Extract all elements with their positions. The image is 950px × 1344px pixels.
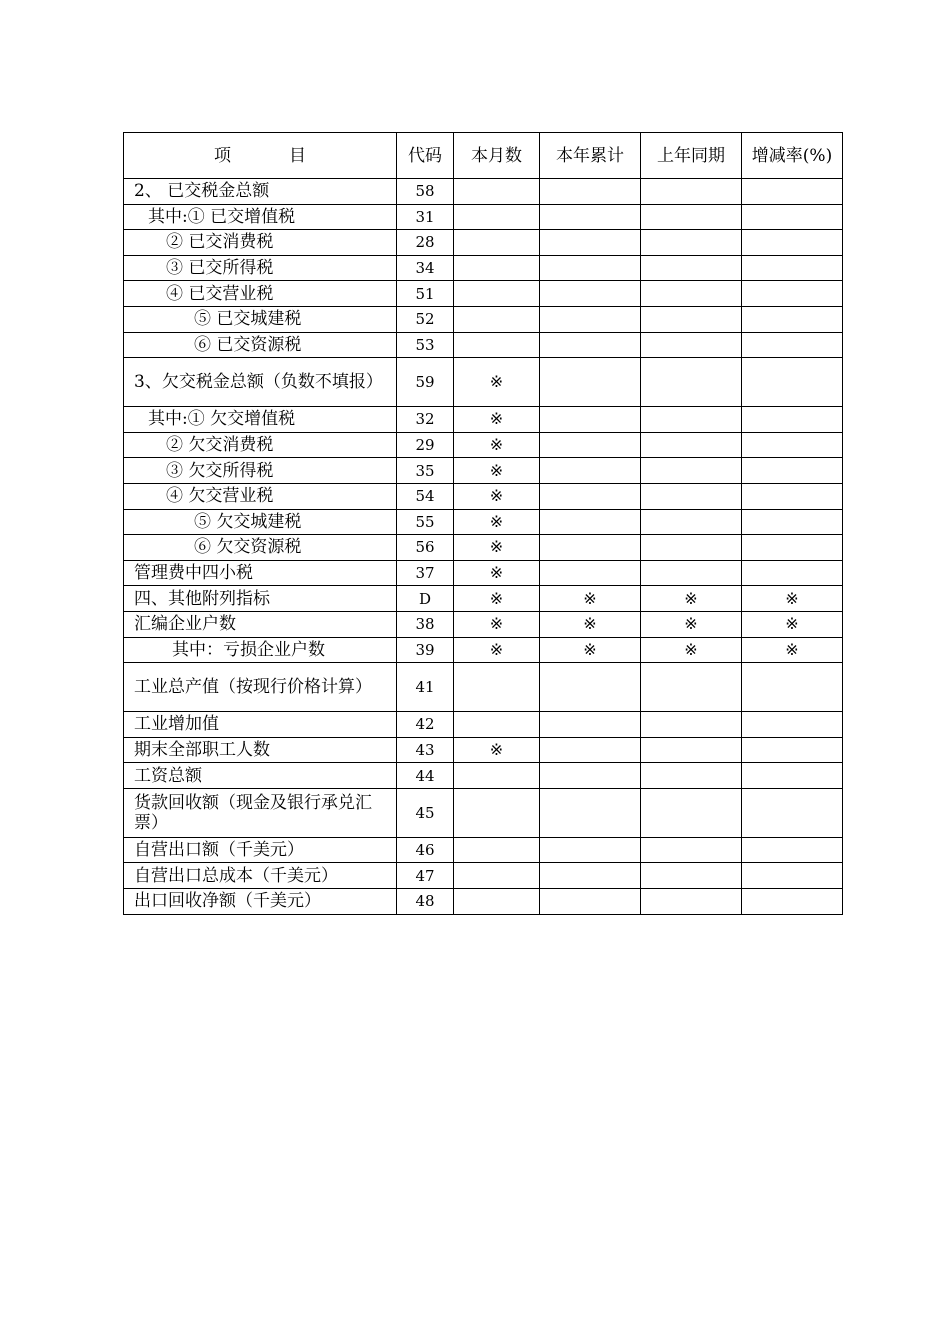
cell-change-rate[interactable]: ※ xyxy=(742,637,843,663)
cell-this-month[interactable] xyxy=(454,863,540,889)
cell-ytd[interactable]: ※ xyxy=(540,637,641,663)
cell-last-year[interactable] xyxy=(641,204,742,230)
cell-change-rate[interactable] xyxy=(742,204,843,230)
cell-last-year[interactable] xyxy=(641,863,742,889)
row-item-label: ⑤ 欠交城建税 xyxy=(124,509,397,535)
cell-ytd[interactable] xyxy=(540,788,641,837)
cell-this-month[interactable]: ※ xyxy=(454,407,540,433)
row-item-label: 工业总产值（按现行价格计算） xyxy=(124,663,397,712)
cell-this-month[interactable]: ※ xyxy=(454,458,540,484)
cell-this-month[interactable]: ※ xyxy=(454,509,540,535)
row-item-label: ⑥ 已交资源税 xyxy=(124,332,397,358)
table-row xyxy=(124,663,843,712)
cell-this-month[interactable] xyxy=(454,889,540,915)
cell-ytd[interactable] xyxy=(540,255,641,281)
row-item-label: 其中:① 已交增值税 xyxy=(124,204,397,230)
table-row xyxy=(124,432,843,458)
cell-ytd[interactable] xyxy=(540,230,641,256)
row-item-label: ③ 欠交所得税 xyxy=(124,458,397,484)
cell-last-year[interactable] xyxy=(641,407,742,433)
row-item-label: ② 已交消费税 xyxy=(124,230,397,256)
cell-last-year[interactable] xyxy=(641,663,742,712)
row-item-label: ④ 已交营业税 xyxy=(124,281,397,307)
table-row xyxy=(124,637,843,663)
row-item-label: 四、其他附列指标 xyxy=(124,586,397,612)
cell-change-rate[interactable] xyxy=(742,889,843,915)
row-code: 31 xyxy=(397,204,454,230)
table-row xyxy=(124,863,843,889)
cell-this-month[interactable]: ※ xyxy=(454,483,540,509)
cell-last-year[interactable] xyxy=(641,763,742,789)
table-row xyxy=(124,407,843,433)
cell-change-rate[interactable] xyxy=(742,332,843,358)
cell-ytd[interactable] xyxy=(540,407,641,433)
row-code: 39 xyxy=(397,637,454,663)
cell-change-rate[interactable]: ※ xyxy=(742,586,843,612)
cell-ytd[interactable]: ※ xyxy=(540,611,641,637)
cell-ytd[interactable] xyxy=(540,863,641,889)
cell-ytd[interactable] xyxy=(540,509,641,535)
row-item-label: 工资总额 xyxy=(124,763,397,789)
cell-this-month[interactable]: ※ xyxy=(454,637,540,663)
cell-ytd[interactable] xyxy=(540,837,641,863)
cell-this-month[interactable] xyxy=(454,763,540,789)
cell-change-rate[interactable] xyxy=(742,179,843,205)
row-code: 51 xyxy=(397,281,454,307)
cell-change-rate[interactable] xyxy=(742,483,843,509)
row-code: 55 xyxy=(397,509,454,535)
cell-last-year[interactable] xyxy=(641,230,742,256)
cell-this-month[interactable] xyxy=(454,204,540,230)
cell-this-month[interactable]: ※ xyxy=(454,432,540,458)
row-item-label: 汇编企业户数 xyxy=(124,611,397,637)
table-row xyxy=(124,837,843,863)
cell-ytd[interactable] xyxy=(540,737,641,763)
table-row xyxy=(124,889,843,915)
cell-ytd[interactable] xyxy=(540,204,641,230)
cell-last-year[interactable]: ※ xyxy=(641,637,742,663)
table-row xyxy=(124,763,843,789)
cell-last-year[interactable]: ※ xyxy=(641,586,742,612)
row-code: 59 xyxy=(397,358,454,407)
cell-this-month[interactable] xyxy=(454,837,540,863)
cell-this-month[interactable]: ※ xyxy=(454,358,540,407)
cell-this-month[interactable] xyxy=(454,255,540,281)
table-row xyxy=(124,737,843,763)
row-code: 41 xyxy=(397,663,454,712)
cell-ytd[interactable] xyxy=(540,560,641,586)
row-code: 47 xyxy=(397,863,454,889)
row-code: 34 xyxy=(397,255,454,281)
cell-this-month[interactable]: ※ xyxy=(454,737,540,763)
header-ytd: 本年累计 xyxy=(540,133,641,179)
row-code: 58 xyxy=(397,179,454,205)
cell-change-rate[interactable] xyxy=(742,663,843,712)
row-item-label: 自营出口额（千美元） xyxy=(124,837,397,863)
cell-last-year[interactable] xyxy=(641,358,742,407)
cell-ytd[interactable] xyxy=(540,179,641,205)
table-row xyxy=(124,179,843,205)
row-item-label: 2、 已交税金总额 xyxy=(124,179,397,205)
cell-ytd[interactable] xyxy=(540,281,641,307)
row-code: 46 xyxy=(397,837,454,863)
cell-this-month[interactable]: ※ xyxy=(454,535,540,561)
row-item-label: 自营出口总成本（千美元） xyxy=(124,863,397,889)
cell-last-year[interactable] xyxy=(641,255,742,281)
table-row xyxy=(124,255,843,281)
cell-ytd[interactable] xyxy=(540,712,641,738)
cell-this-month[interactable]: ※ xyxy=(454,611,540,637)
cell-ytd[interactable] xyxy=(540,306,641,332)
cell-ytd[interactable] xyxy=(540,889,641,915)
cell-last-year[interactable] xyxy=(641,712,742,738)
row-item-label: ② 欠交消费税 xyxy=(124,432,397,458)
row-code: 45 xyxy=(397,788,454,837)
cell-this-month[interactable]: ※ xyxy=(454,560,540,586)
row-code: 54 xyxy=(397,483,454,509)
header-code: 代码 xyxy=(397,133,454,179)
header-change-rate: 增减率(%) xyxy=(742,133,843,179)
table-row xyxy=(124,281,843,307)
row-item-label: 出口回收净额（千美元） xyxy=(124,889,397,915)
cell-change-rate[interactable] xyxy=(742,788,843,837)
table-row xyxy=(124,586,843,612)
row-item-label: 其中:① 欠交增值税 xyxy=(124,407,397,433)
cell-last-year[interactable] xyxy=(641,788,742,837)
cell-last-year[interactable] xyxy=(641,737,742,763)
row-code: 48 xyxy=(397,889,454,915)
row-code: 56 xyxy=(397,535,454,561)
cell-change-rate[interactable] xyxy=(742,737,843,763)
cell-last-year[interactable] xyxy=(641,332,742,358)
cell-last-year[interactable] xyxy=(641,837,742,863)
cell-ytd[interactable] xyxy=(540,663,641,712)
cell-this-month[interactable] xyxy=(454,712,540,738)
cell-last-year[interactable] xyxy=(641,535,742,561)
row-code: 44 xyxy=(397,763,454,789)
cell-ytd[interactable] xyxy=(540,763,641,789)
header-item xyxy=(124,133,397,179)
row-item-label: ⑥ 欠交资源税 xyxy=(124,535,397,561)
header-row xyxy=(124,133,843,179)
cell-last-year[interactable]: ※ xyxy=(641,611,742,637)
cell-change-rate[interactable] xyxy=(742,255,843,281)
tax-report-table xyxy=(123,132,843,915)
header-item-b: 目 xyxy=(289,145,306,166)
row-code: 32 xyxy=(397,407,454,433)
cell-change-rate[interactable] xyxy=(742,230,843,256)
cell-ytd[interactable] xyxy=(540,458,641,484)
cell-last-year[interactable] xyxy=(641,509,742,535)
row-code: 42 xyxy=(397,712,454,738)
table-row xyxy=(124,712,843,738)
row-code: 53 xyxy=(397,332,454,358)
row-code: 37 xyxy=(397,560,454,586)
table-row xyxy=(124,306,843,332)
cell-last-year[interactable] xyxy=(641,560,742,586)
row-code: 43 xyxy=(397,737,454,763)
cell-ytd[interactable] xyxy=(540,535,641,561)
row-code: 38 xyxy=(397,611,454,637)
table-row xyxy=(124,611,843,637)
cell-ytd[interactable] xyxy=(540,358,641,407)
cell-last-year[interactable] xyxy=(641,179,742,205)
table-row xyxy=(124,204,843,230)
table-row xyxy=(124,560,843,586)
cell-last-year[interactable] xyxy=(641,306,742,332)
cell-last-year[interactable] xyxy=(641,458,742,484)
row-code: 35 xyxy=(397,458,454,484)
header-item-a: 项 xyxy=(214,145,231,166)
cell-change-rate[interactable] xyxy=(742,358,843,407)
row-code: 29 xyxy=(397,432,454,458)
cell-change-rate[interactable] xyxy=(742,458,843,484)
row-code: 52 xyxy=(397,306,454,332)
table-row xyxy=(124,332,843,358)
cell-this-month[interactable] xyxy=(454,788,540,837)
table-row xyxy=(124,230,843,256)
cell-change-rate[interactable] xyxy=(742,281,843,307)
cell-change-rate[interactable] xyxy=(742,535,843,561)
row-item-label: 管理费中四小税 xyxy=(124,560,397,586)
table-row xyxy=(124,535,843,561)
row-code: 28 xyxy=(397,230,454,256)
row-item-label: ④ 欠交营业税 xyxy=(124,483,397,509)
cell-this-month[interactable]: ※ xyxy=(454,586,540,612)
cell-last-year[interactable] xyxy=(641,281,742,307)
cell-change-rate[interactable] xyxy=(742,763,843,789)
cell-this-month[interactable] xyxy=(454,306,540,332)
cell-ytd[interactable] xyxy=(540,432,641,458)
table-row xyxy=(124,788,843,837)
cell-this-month[interactable] xyxy=(454,179,540,205)
cell-ytd[interactable] xyxy=(540,483,641,509)
cell-ytd[interactable]: ※ xyxy=(540,586,641,612)
cell-this-month[interactable] xyxy=(454,332,540,358)
cell-this-month[interactable] xyxy=(454,281,540,307)
cell-last-year[interactable] xyxy=(641,889,742,915)
cell-this-month[interactable] xyxy=(454,230,540,256)
cell-change-rate[interactable]: ※ xyxy=(742,611,843,637)
header-this-month: 本月数 xyxy=(454,133,540,179)
row-item-label: 货款回收额（现金及银行承兑汇票） xyxy=(124,788,397,837)
table-row xyxy=(124,483,843,509)
row-code: D xyxy=(397,586,454,612)
row-item-label: ③ 已交所得税 xyxy=(124,255,397,281)
row-item-label: 3、欠交税金总额（负数不填报） xyxy=(124,358,397,407)
table-row xyxy=(124,458,843,484)
cell-this-month[interactable] xyxy=(454,663,540,712)
cell-change-rate[interactable] xyxy=(742,407,843,433)
row-item-label: 工业增加值 xyxy=(124,712,397,738)
cell-change-rate[interactable] xyxy=(742,509,843,535)
table-row xyxy=(124,358,843,407)
header-last-year: 上年同期 xyxy=(641,133,742,179)
cell-last-year[interactable] xyxy=(641,432,742,458)
cell-change-rate[interactable] xyxy=(742,712,843,738)
row-item-label: 其中：亏损企业户数 xyxy=(124,637,397,663)
cell-change-rate[interactable] xyxy=(742,306,843,332)
table-row xyxy=(124,509,843,535)
cell-change-rate[interactable] xyxy=(742,432,843,458)
cell-ytd[interactable] xyxy=(540,332,641,358)
row-item-label: ⑤ 已交城建税 xyxy=(124,306,397,332)
cell-change-rate[interactable] xyxy=(742,863,843,889)
cell-change-rate[interactable] xyxy=(742,837,843,863)
cell-change-rate[interactable] xyxy=(742,560,843,586)
row-item-label: 期末全部职工人数 xyxy=(124,737,397,763)
cell-last-year[interactable] xyxy=(641,483,742,509)
